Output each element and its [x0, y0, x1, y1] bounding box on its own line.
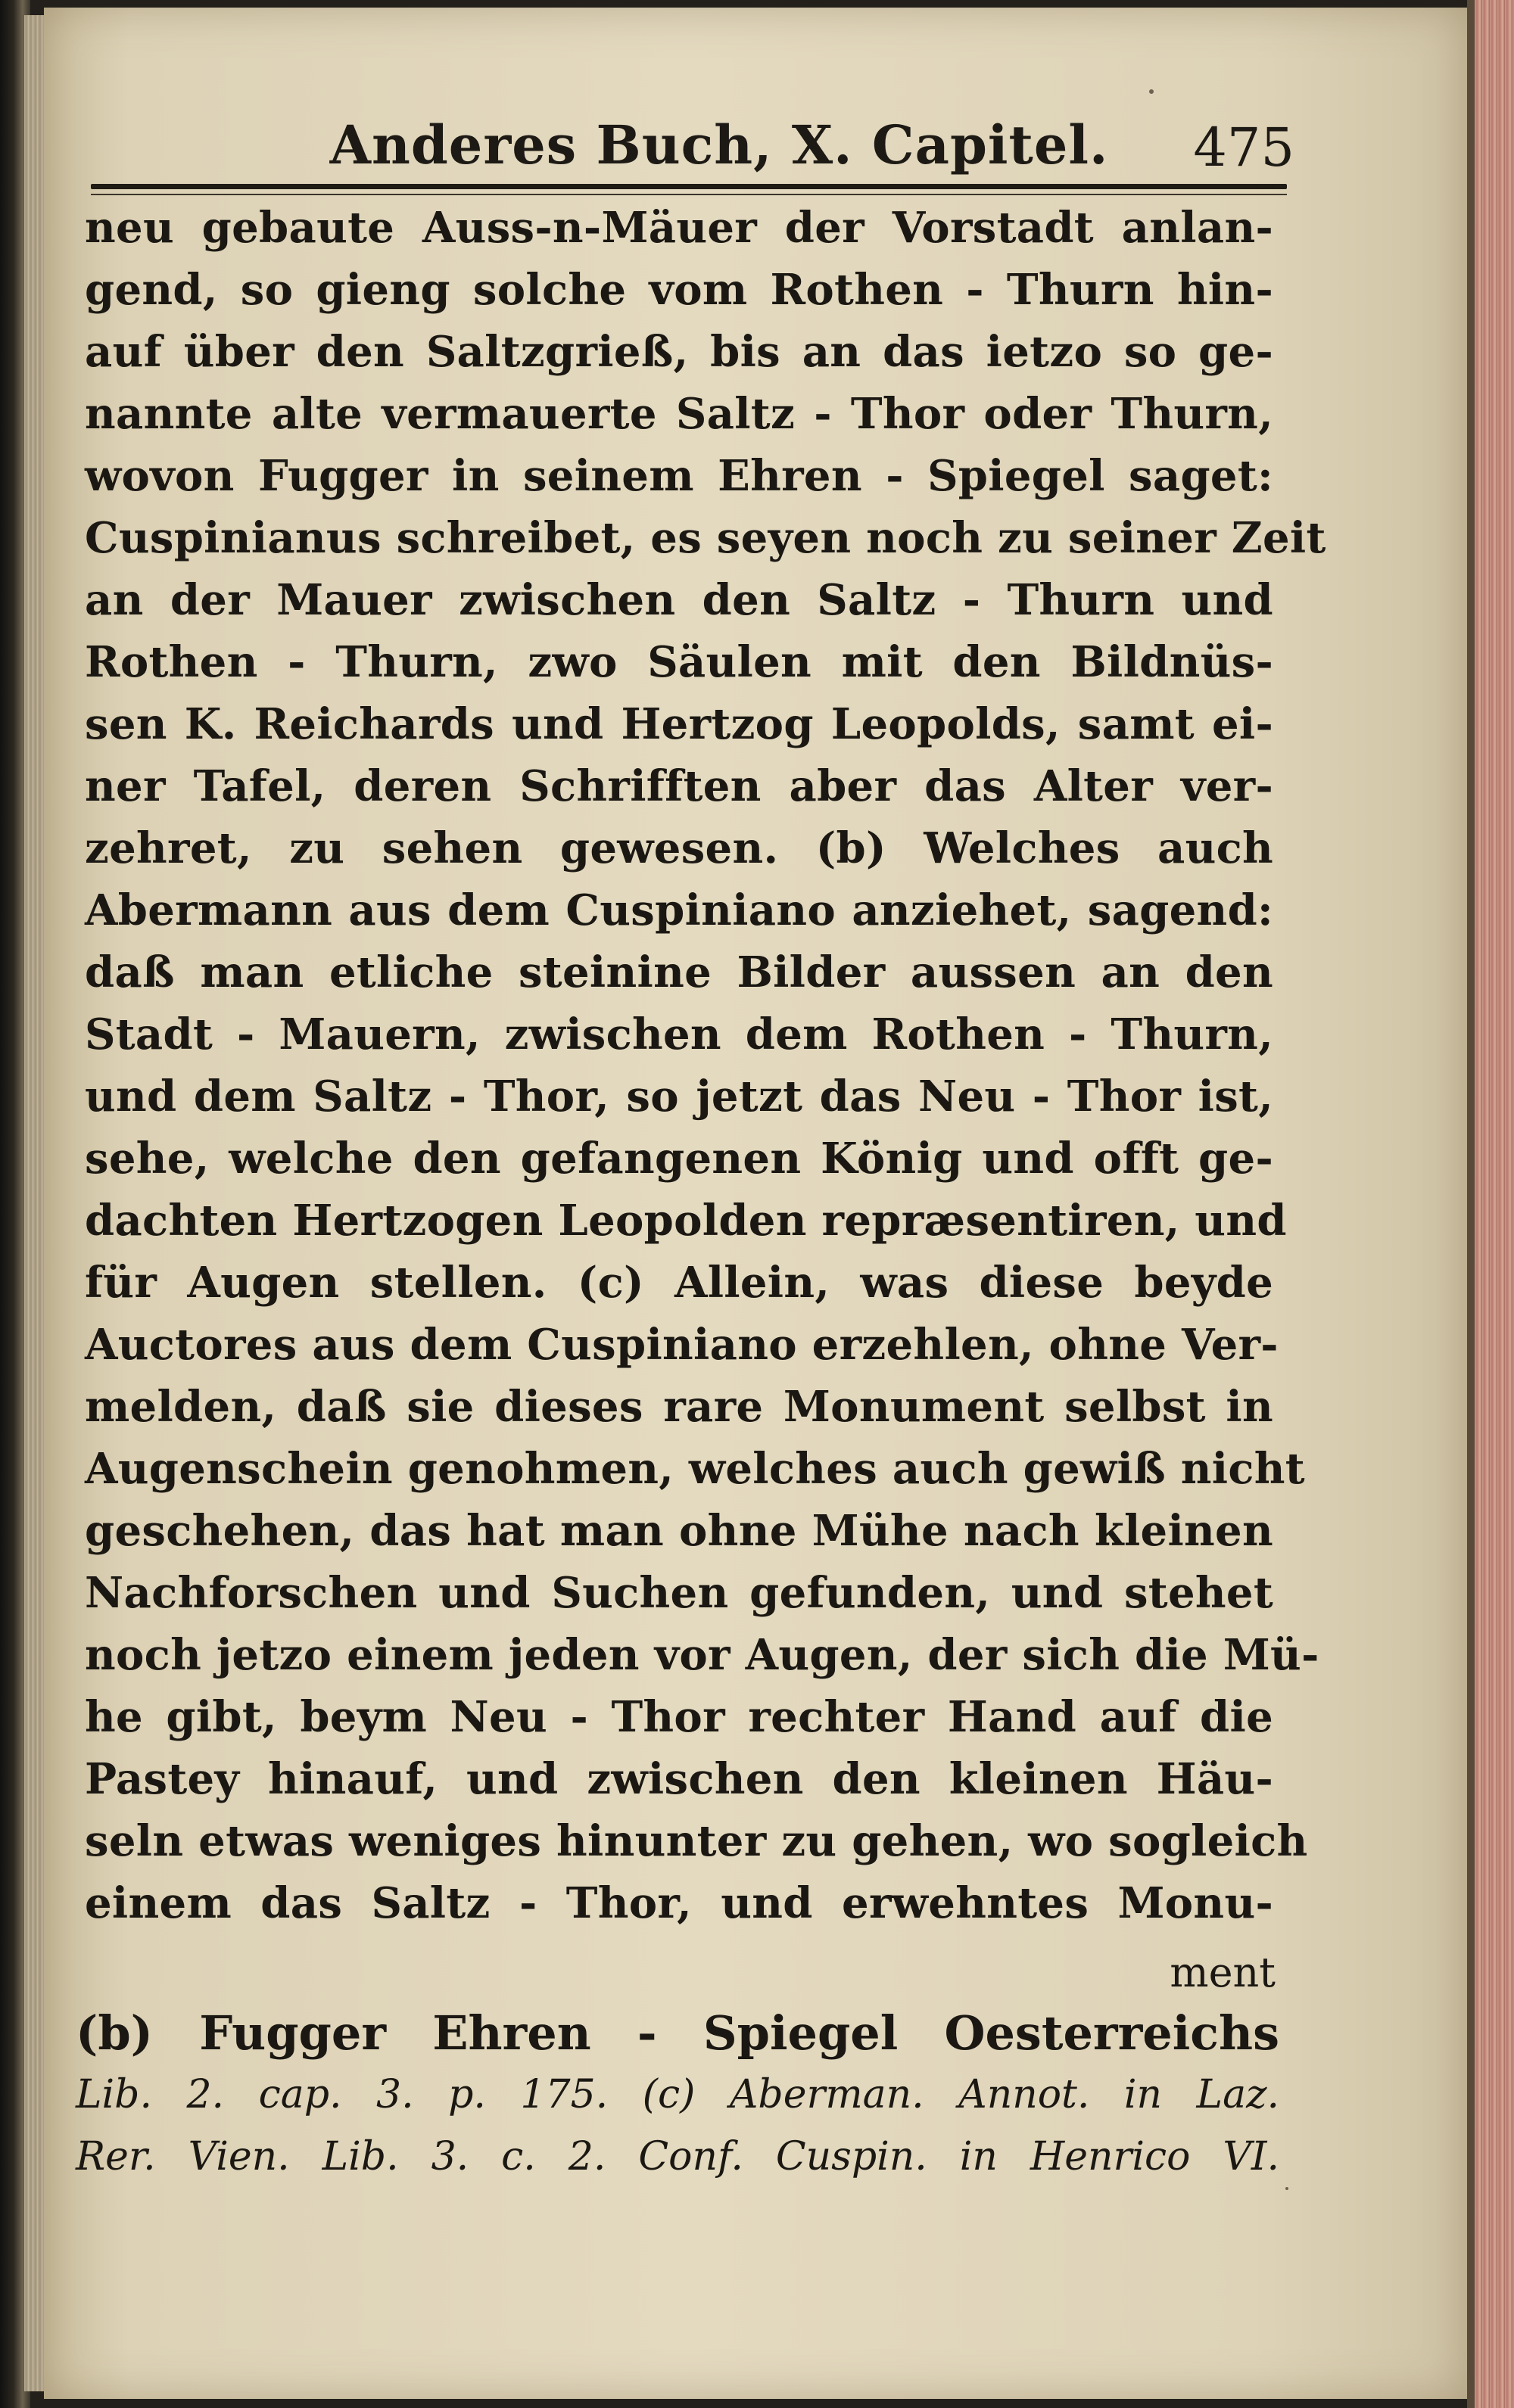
text-line: Augenschein genohmen, welches auch gewiß nicht [85, 1444, 1305, 1494]
text-line: melden, daß sie dieses rare Monument selbst in [85, 1382, 1273, 1432]
text-line: Abermann aus dem Cuspiniano anziehet, sagend: [85, 885, 1273, 935]
text-line: neu gebaute Auss-n-Mäuer der Vorstadt anlan- [85, 203, 1273, 253]
text-line: Cuspinianus schreibet, es seyen noch zu seiner Zeit [85, 513, 1326, 563]
running-title: Anderes Buch, X. Capitel. [329, 114, 1109, 176]
text-line: wovon Fugger in seinem Ehren - Spiegel saget: [85, 451, 1273, 501]
header-rule [91, 184, 1287, 189]
footnote-line: (b) Fugger Ehren - Spiegel Oesterreichs [76, 2005, 1279, 2061]
text-line: Pastey hinauf, und zwischen den kleinen Häu- [85, 1754, 1273, 1804]
header-rule-thin [91, 194, 1287, 195]
running-head [91, 114, 1294, 182]
text-line: Auctores aus dem Cuspiniano erzehlen, ohne Ver- [85, 1320, 1279, 1370]
page-number: 475 [1193, 117, 1294, 179]
text-line: sen K. Reichards und Hertzog Leopolds, samt ei- [85, 699, 1273, 749]
catchword: ment [1170, 1949, 1276, 1996]
text-line: seln etwas weniges hinunter zu gehen, wo sogleich [85, 1816, 1308, 1866]
paper-speck [1285, 2187, 1288, 2190]
text-line: he gibt, beym Neu - Thor rechter Hand auf die [85, 1692, 1273, 1742]
text-line: ner Tafel, deren Schrifften aber das Alter ver- [85, 761, 1273, 811]
text-line: Stadt - Mauern, zwischen dem Rothen - Thurn, [85, 1010, 1273, 1059]
text-line: gend, so gieng solche vom Rothen - Thurn hin- [85, 265, 1273, 315]
text-line: daß man etliche steinine Bilder aussen an den [85, 947, 1273, 997]
text-line: Nachforschen und Suchen gefunden, und stehet [85, 1568, 1273, 1618]
paper-speck [1149, 89, 1154, 94]
text-line: einem das Saltz - Thor, und erwehntes Monu- [85, 1878, 1273, 1928]
footnote-line: Rer. Vien. Lib. 3. c. 2. Conf. Cuspin. in Henrico VI. [76, 2134, 1279, 2179]
text-line: Rothen - Thurn, zwo Säulen mit den Bildnüs- [85, 637, 1273, 687]
text-line: nannte alte vermauerte Saltz - Thor oder Thurn, [85, 389, 1273, 439]
text-line: geschehen, das hat man ohne Mühe nach kleinen [85, 1506, 1273, 1556]
text-line: dachten Hertzogen Leopolden repræsentiren, und [85, 1196, 1287, 1246]
text-line: an der Mauer zwischen den Saltz - Thurn und [85, 575, 1273, 625]
text-line: zehret, zu sehen gewesen. (b) Welches auch [85, 823, 1273, 873]
text-line: noch jetzo einem jeden vor Augen, der sich die Mü- [85, 1630, 1319, 1680]
text-line: auf über den Saltzgrieß, bis an das ietzo so ge- [85, 327, 1273, 377]
text-line: für Augen stellen. (c) Allein, was diese beyde [85, 1258, 1273, 1308]
text-line: sehe, welche den gefangenen König und offt ge- [85, 1134, 1273, 1184]
footnote-line: Lib. 2. cap. 3. p. 175. (c) Aberman. Annot. in Laz. [76, 2072, 1279, 2117]
text-line: und dem Saltz - Thor, so jetzt das Neu - Thor ist, [85, 1072, 1273, 1122]
right-page-edges [1467, 0, 1514, 2408]
